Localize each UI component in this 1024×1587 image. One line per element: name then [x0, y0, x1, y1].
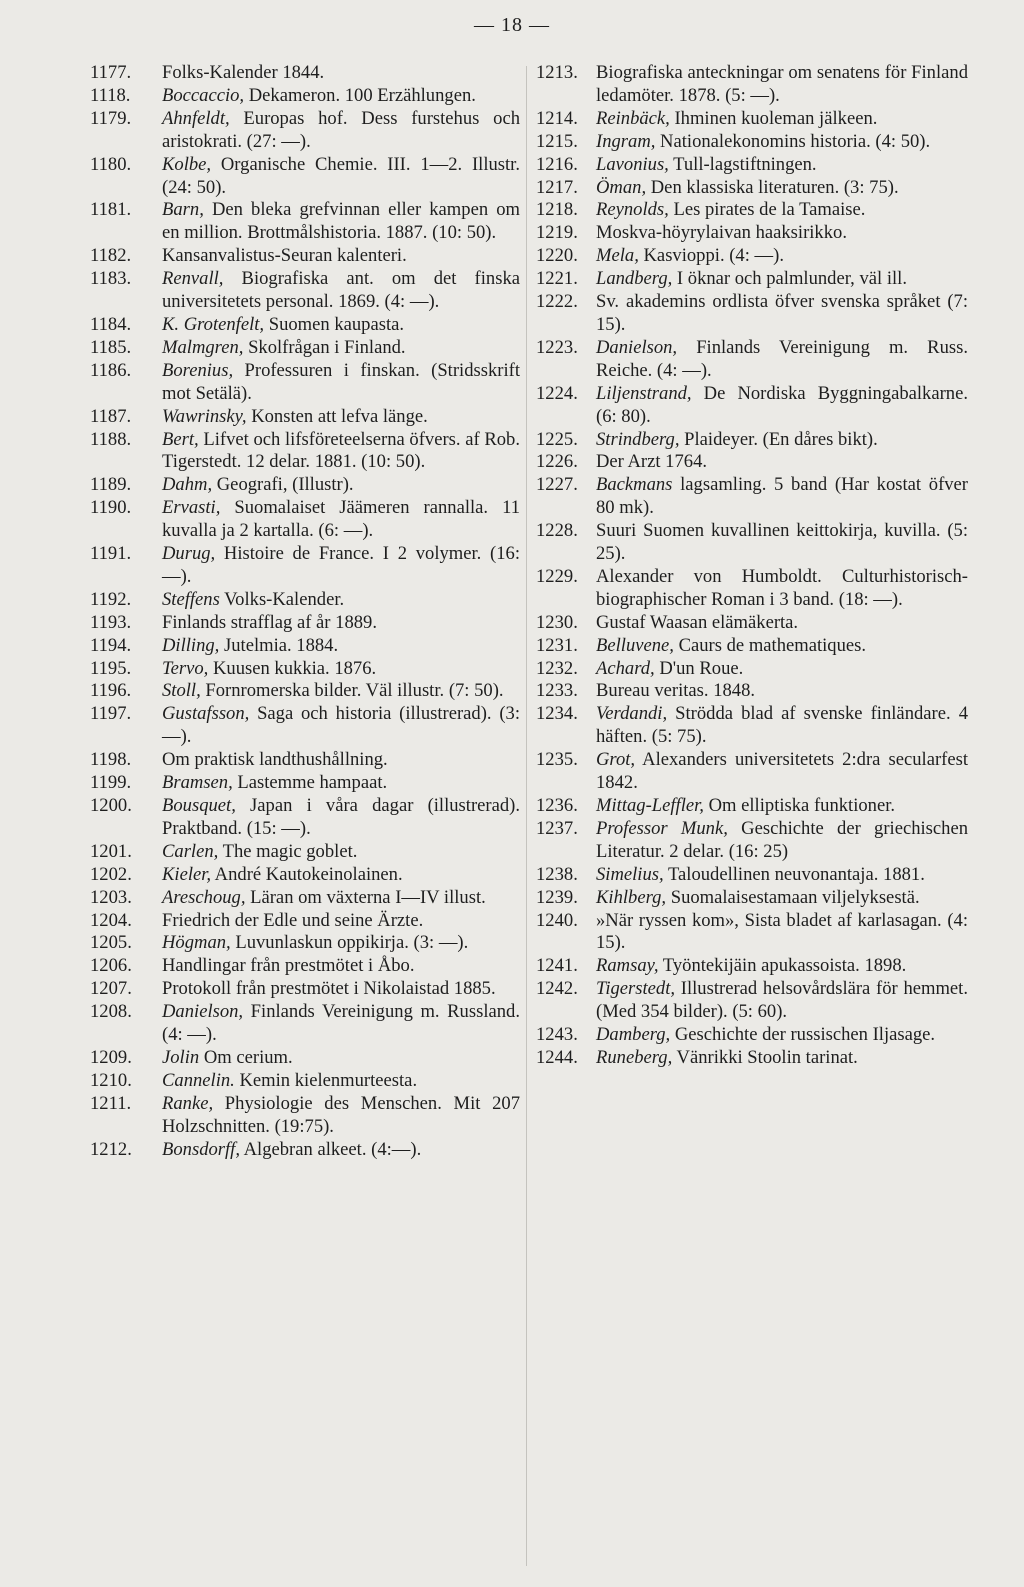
- entry-text: Läran om växterna I—IV illust.: [245, 886, 486, 908]
- entry-text: Dekameron. 100 Erzählungen.: [244, 84, 476, 106]
- entry-text: Lifvet och lifsföreteelserna öfvers. af Rob. Tigerstedt. 12 delar. 1881. (10: 50).: [162, 428, 520, 473]
- catalog-entry: [90, 199, 520, 245]
- catalog-entry: [536, 795, 968, 818]
- entry-number: 1235.: [536, 749, 578, 771]
- entry-number: 1205.: [90, 932, 132, 954]
- entry-number: 1223.: [536, 336, 578, 358]
- entry-author: Renvall,: [162, 268, 224, 290]
- catalog-entry: [536, 635, 968, 658]
- entry-author: Tervo,: [162, 657, 209, 679]
- entry-text: lagsamling. 5 band (Har kostat öfver 80 mk).: [596, 474, 968, 519]
- entry-number: 1228.: [536, 520, 578, 542]
- entry-author: Stoll,: [162, 680, 201, 702]
- entry-number: 1208.: [90, 1001, 132, 1023]
- entry-number: 1231.: [536, 634, 578, 656]
- catalog-entry: [536, 131, 968, 154]
- entry-author: Tigerstedt,: [596, 978, 676, 1000]
- entry-text: Luvunlaskun oppikirja. (3: —).: [230, 932, 469, 954]
- catalog-entry: [90, 955, 520, 978]
- entry-number: 1203.: [90, 886, 132, 908]
- entry-text: André Kautokeinolainen.: [211, 863, 403, 885]
- entry-text: Skolfrågan i Finland.: [243, 336, 406, 358]
- catalog-entry: [536, 520, 968, 566]
- entry-text: Om praktisk landthushållning.: [162, 749, 388, 771]
- entry-number: 1195.: [90, 657, 132, 679]
- entry-number: 1222.: [536, 291, 578, 313]
- entry-author: Runeberg,: [596, 1046, 673, 1068]
- catalog-entry: [536, 703, 968, 749]
- catalog-entry: [90, 749, 520, 772]
- entry-text: Alexanders universitetets 2:dra secularfest 1842.: [596, 749, 968, 794]
- entry-author: Lavonius,: [596, 153, 669, 175]
- entry-number: 1218.: [536, 199, 578, 221]
- entry-text: De Nordiska Byggningabalkarne. (6: 80).: [596, 382, 968, 427]
- entry-text: Folks-Kalender 1844.: [162, 62, 325, 83]
- catalog-entry: [536, 1047, 968, 1070]
- entry-number: 1243.: [536, 1024, 578, 1046]
- entry-text: D'un Roue.: [654, 657, 744, 679]
- entry-number: 1202.: [90, 863, 132, 885]
- entry-author: Öman,: [596, 176, 647, 198]
- catalog-entry: [536, 864, 968, 887]
- catalog-entry: [536, 474, 968, 520]
- entry-author: Backmans: [596, 474, 673, 496]
- entry-number: 1214.: [536, 107, 578, 129]
- catalog-entry: [90, 658, 520, 681]
- entry-text: Der Arzt 1764.: [596, 451, 708, 473]
- catalog-entry: [536, 658, 968, 681]
- entry-text: Organische Chemie. III. 1—2. Illustr. (24: 50).: [162, 153, 520, 198]
- entry-text: Suomalaiset Jäämeren rannalla. 11 kuvalla ja 2 kartalla. (6: —).: [162, 497, 520, 542]
- entry-author: Liljenstrand,: [596, 382, 692, 404]
- entry-author: Grot,: [596, 749, 636, 771]
- entry-number: 1212.: [90, 1138, 132, 1160]
- entry-text: Professuren i finskan. (Stridsskrift mot Setälä).: [162, 359, 520, 404]
- entry-number: 1192.: [90, 588, 132, 610]
- entry-number: 1211.: [90, 1092, 132, 1114]
- entry-author: Gustafsson,: [162, 703, 250, 725]
- catalog-entry: [536, 749, 968, 795]
- entry-number: 1181.: [90, 199, 132, 221]
- catalog-entry: [90, 978, 520, 1001]
- catalog-entry: [90, 154, 520, 200]
- entry-number: 1189.: [90, 474, 132, 496]
- catalog-entry: [90, 887, 520, 910]
- entry-author: Durug,: [162, 543, 216, 565]
- catalog-entry: [90, 337, 520, 360]
- entry-text: Algebran alkeet. (4:—).: [240, 1138, 422, 1160]
- entry-text: Gustaf Waasan elämäkerta.: [596, 611, 799, 633]
- entry-number: 1215.: [536, 130, 578, 152]
- entry-number: 1244.: [536, 1046, 578, 1068]
- column-divider: [526, 66, 527, 1566]
- entry-text: Geografi, (Illustr).: [212, 474, 354, 496]
- catalog-entry: [536, 612, 968, 635]
- entry-number: 1197.: [90, 703, 132, 725]
- catalog-entry: [90, 268, 520, 314]
- entry-text: Finlands strafflag af år 1889.: [162, 611, 377, 633]
- entry-number: 1237.: [536, 817, 578, 839]
- entry-number: 1180.: [90, 153, 132, 175]
- catalog-entry: [536, 222, 968, 245]
- entry-author: Kolbe,: [162, 153, 212, 175]
- catalog-entry: [90, 1001, 520, 1047]
- entry-text: I öknar och palmlunder, väl ill.: [672, 268, 907, 290]
- entry-author: Högman,: [162, 932, 231, 954]
- entry-text: Tull-lagstiftningen.: [668, 153, 817, 175]
- entry-author: Ervasti,: [162, 497, 221, 519]
- entry-author: Danielson,: [162, 1001, 244, 1023]
- entry-text: Histoire de France. I 2 volymer. (16: —).: [162, 543, 520, 587]
- entry-text: Sv. akademins ordlista öfver svenska språket (7: 15).: [596, 291, 968, 335]
- entry-author: Bert,: [162, 428, 199, 450]
- catalog-entry: [90, 680, 520, 703]
- entry-number: 1183.: [90, 268, 132, 290]
- entry-text: Nationalekonomins historia. (4: 50).: [655, 130, 931, 152]
- entry-author: Malmgren,: [162, 336, 244, 358]
- entry-text: Physiologie des Menschen. Mit 207 Holzschnitten. (19:75).: [162, 1092, 520, 1137]
- entry-number: 1213.: [536, 62, 578, 83]
- catalog-entry: [536, 108, 968, 131]
- entry-text: Kasvioppi. (4: —).: [638, 245, 784, 267]
- entry-author: Dilling,: [162, 634, 220, 656]
- entry-author: Ranke,: [162, 1092, 214, 1114]
- entry-text: Les pirates de la Tamaise.: [668, 199, 866, 221]
- catalog-entry: [90, 360, 520, 406]
- entry-author: Verdandi,: [596, 703, 668, 725]
- entry-author: Wawrinsky,: [162, 405, 247, 427]
- catalog-entry: [536, 383, 968, 429]
- entry-text: Työntekijäin apukassoista. 1898.: [658, 955, 907, 977]
- catalog-entry: [536, 199, 968, 222]
- catalog-entry: [536, 566, 968, 612]
- entry-text: Moskva-höyrylaivan haaksirikko.: [596, 222, 847, 244]
- catalog-entry: [90, 108, 520, 154]
- entry-text: Lastemme hampaat.: [232, 772, 388, 794]
- entry-number: 1240.: [536, 909, 578, 931]
- entry-text: Geschichte der griechischen Literatur. 2 delar. (16: 25): [596, 817, 968, 862]
- entry-number: 1196.: [90, 680, 132, 702]
- entry-text: Illustrerad helsovårdslära för hemmet. (Med 354 bilder). (5: 60).: [596, 978, 968, 1023]
- catalog-entry: [536, 177, 968, 200]
- entry-author: Dahm,: [162, 474, 213, 496]
- entry-author: Borenius,: [162, 359, 234, 381]
- entry-number: 1217.: [536, 176, 578, 198]
- entry-text: Den bleka grefvinnan eller kampen om en million. Brottmålshistoria. 1887. (10: 50).: [162, 199, 520, 244]
- catalog-entry: [536, 429, 968, 452]
- entry-number: 1238.: [536, 863, 578, 885]
- catalog-entry: [536, 978, 968, 1024]
- entry-text: Suomen kaupasta.: [264, 313, 405, 335]
- entry-text: Finlands Vereinigung m. Russ. Reiche. (4: —).: [596, 336, 968, 381]
- entry-number: 1229.: [536, 565, 578, 587]
- entry-number: 1193.: [90, 611, 132, 633]
- entry-text: Vänrikki Stoolin tarinat.: [672, 1046, 858, 1068]
- entry-author: Damberg,: [596, 1024, 671, 1046]
- entry-number: 1234.: [536, 703, 578, 725]
- entry-number: 1186.: [90, 359, 132, 381]
- catalog-entry: [90, 589, 520, 612]
- entry-number: 1220.: [536, 245, 578, 267]
- entry-author: Achard,: [596, 657, 655, 679]
- entry-number: 1210.: [90, 1069, 132, 1091]
- entry-author: Ingram,: [596, 130, 656, 152]
- catalog-entry: [536, 955, 968, 978]
- catalog-entry: [536, 245, 968, 268]
- entry-author: Reynolds,: [596, 199, 669, 221]
- catalog-entry: [536, 62, 968, 108]
- entry-number: 1219.: [536, 222, 578, 244]
- entry-author: Boccaccio,: [162, 84, 245, 106]
- catalog-entry: [90, 635, 520, 658]
- entry-author: Cannelin.: [162, 1069, 235, 1091]
- catalog-entry: [536, 1024, 968, 1047]
- catalog-entry: [536, 337, 968, 383]
- entry-author: Landberg,: [596, 268, 673, 290]
- catalog-entry: [90, 1070, 520, 1093]
- catalog-entry: [90, 85, 520, 108]
- catalog-entry: [90, 1139, 520, 1162]
- catalog-entry: [90, 429, 520, 475]
- catalog-entry: [90, 1093, 520, 1139]
- entry-text: Jutelmia. 1884.: [219, 634, 339, 656]
- entry-author: Barn,: [162, 199, 204, 221]
- entry-number: 1233.: [536, 680, 578, 702]
- catalog-entry: [90, 612, 520, 635]
- entry-text: Europas hof. Dess furstehus och aristokrati. (27: —).: [162, 107, 520, 152]
- catalog-entry: [536, 887, 968, 910]
- catalog-entry: [536, 818, 968, 864]
- entry-text: Geschichte der russischen Iljasage.: [670, 1024, 936, 1046]
- entry-text: Plaideyer. (En dåres bikt).: [679, 428, 878, 450]
- entry-author: Belluvene,: [596, 634, 674, 656]
- entry-number: 1194.: [90, 634, 132, 656]
- entry-number: 1188.: [90, 428, 132, 450]
- catalog-entry: [90, 497, 520, 543]
- entry-text: Strödda blad af svenske finländare. 4 häften. (5: 75).: [596, 703, 968, 748]
- entry-text: Konsten att lefva länge.: [246, 405, 428, 427]
- entry-text: Biografiska ant. om det finska universitetets personal. 1869. (4: —).: [162, 268, 520, 313]
- entry-author: K. Grotenfelt,: [162, 313, 265, 335]
- entry-text: Ihminen kuoleman jälkeen.: [669, 107, 878, 129]
- entry-number: 1230.: [536, 611, 578, 633]
- entry-text: Suuri Suomen kuvallinen keittokirja, kuvilla. (5: 25).: [596, 520, 968, 565]
- catalog-entry: [90, 795, 520, 841]
- entry-number: 1182.: [90, 245, 132, 267]
- entry-number: 1236.: [536, 795, 578, 816]
- catalog-entry: [536, 154, 968, 177]
- catalog-entry: [536, 268, 968, 291]
- entry-text: Om elliptiska funktioner.: [703, 795, 896, 816]
- entry-number: 1232.: [536, 657, 578, 679]
- entry-number: 1190.: [90, 497, 132, 519]
- entry-number: 1198.: [90, 749, 132, 771]
- entry-number: 1204.: [90, 909, 132, 931]
- entry-number: 1200.: [90, 795, 132, 816]
- catalog-entry: [90, 772, 520, 795]
- entry-author: Kieler,: [162, 863, 212, 885]
- entry-number: 1201.: [90, 840, 132, 862]
- catalog-entry: [90, 543, 520, 589]
- entry-number: 1241.: [536, 955, 578, 977]
- entry-text: Alexander von Humboldt. Culturhistorisch-biographischer Roman i 3 band. (18: —).: [596, 565, 968, 610]
- entry-number: 1187.: [90, 405, 132, 427]
- entry-number: 1184.: [90, 313, 132, 335]
- catalog-entry: [90, 245, 520, 268]
- entry-text: Biografiska anteckningar om senatens för Finland ledamöter. 1878. (5: —).: [596, 62, 968, 106]
- entry-number: 1226.: [536, 451, 578, 473]
- catalog-entry: [90, 474, 520, 497]
- entry-author: Jolin: [162, 1046, 200, 1068]
- right-column: [536, 62, 968, 1070]
- entry-number: 1199.: [90, 772, 132, 794]
- entry-number: 1206.: [90, 955, 132, 977]
- entry-author: Steffens: [162, 588, 220, 610]
- entry-text: Caurs de mathematiques.: [673, 634, 867, 656]
- entry-number: 1207.: [90, 978, 132, 1000]
- entry-text: »När ryssen kom», Sista bladet af karlasagan. (4: 15).: [596, 909, 968, 954]
- entry-author: Kihlberg,: [596, 886, 667, 908]
- catalog-entry: [90, 1047, 520, 1070]
- entry-number: 1242.: [536, 978, 578, 1000]
- entry-author: Mela,: [596, 245, 639, 267]
- catalog-entry: [90, 314, 520, 337]
- catalog-entry: [536, 291, 968, 337]
- entry-text: Volks-Kalender.: [219, 588, 345, 610]
- catalog-entry: [90, 864, 520, 887]
- catalog-entry: [90, 703, 520, 749]
- entry-text: Kansanvalistus-Seuran kalenteri.: [162, 245, 407, 267]
- entry-number: 1191.: [90, 543, 132, 565]
- left-column: [90, 62, 520, 1162]
- entry-text: Taloudellinen neuvonantaja. 1881.: [663, 863, 925, 885]
- entry-number: 1209.: [90, 1046, 132, 1068]
- entry-author: Bramsen,: [162, 772, 233, 794]
- entry-text: Friedrich der Edle und seine Ärzte.: [162, 909, 424, 931]
- entry-number: 1221.: [536, 268, 578, 290]
- entry-text: Om cerium.: [199, 1046, 293, 1068]
- entry-number: 1177.: [90, 62, 132, 83]
- entry-text: Handlingar från prestmötet i Åbo.: [162, 955, 415, 977]
- entry-author: Mittag-Leffler,: [596, 795, 704, 816]
- entry-number: 1225.: [536, 428, 578, 450]
- entry-author: Danielson,: [596, 336, 678, 358]
- entry-number: 1239.: [536, 886, 578, 908]
- entry-text: Saga och historia (illustrerad). (3: —).: [162, 703, 520, 748]
- entry-author: Reinbäck,: [596, 107, 670, 129]
- entry-text: The magic goblet.: [218, 840, 358, 862]
- entry-author: Bonsdorff,: [162, 1138, 240, 1160]
- entry-author: Carlen,: [162, 840, 219, 862]
- catalog-entry: [536, 910, 968, 956]
- entry-number: 1227.: [536, 474, 578, 496]
- catalog-entry: [90, 406, 520, 429]
- entry-number: 1179.: [90, 107, 132, 129]
- entry-text: Protokoll från prestmötet i Nikolaistad 1885.: [162, 978, 496, 1000]
- entry-author: Areschoug,: [162, 886, 246, 908]
- entry-text: Bureau veritas. 1848.: [596, 680, 756, 702]
- page-number: — 18 —: [474, 14, 550, 36]
- catalog-entry: [90, 910, 520, 933]
- catalog-entry: [536, 451, 968, 474]
- entry-author: Bousquet,: [162, 795, 236, 816]
- entry-text: Japan i våra dagar (illustrerad). Praktband. (15: —).: [162, 795, 520, 839]
- entry-author: Professor Munk,: [596, 817, 728, 839]
- entry-author: Strindberg,: [596, 428, 680, 450]
- entry-author: Simelius,: [596, 863, 664, 885]
- entry-number: 1185.: [90, 336, 132, 358]
- catalog-entry: [90, 841, 520, 864]
- entry-text: Kuusen kukkia. 1876.: [208, 657, 377, 679]
- entry-text: Kemin kielenmurteesta.: [234, 1069, 418, 1091]
- entry-text: Suomalaisestamaan viljelyksestä.: [666, 886, 920, 908]
- entry-author: Ramsay,: [596, 955, 659, 977]
- catalog-entry: [90, 62, 520, 85]
- entry-number: 1216.: [536, 153, 578, 175]
- entry-text: Fornromerska bilder. Väl illustr. (7: 50).: [200, 680, 504, 702]
- entry-number: 1224.: [536, 382, 578, 404]
- entry-text: Den klassiska literaturen. (3: 75).: [646, 176, 899, 198]
- catalog-entry: [90, 932, 520, 955]
- entry-author: Ahnfeldt,: [162, 107, 230, 129]
- catalog-entry: [536, 680, 968, 703]
- entry-number: 1118.: [90, 84, 131, 106]
- entry-text: Finlands Vereinigung m. Russland. (4: —).: [162, 1001, 520, 1046]
